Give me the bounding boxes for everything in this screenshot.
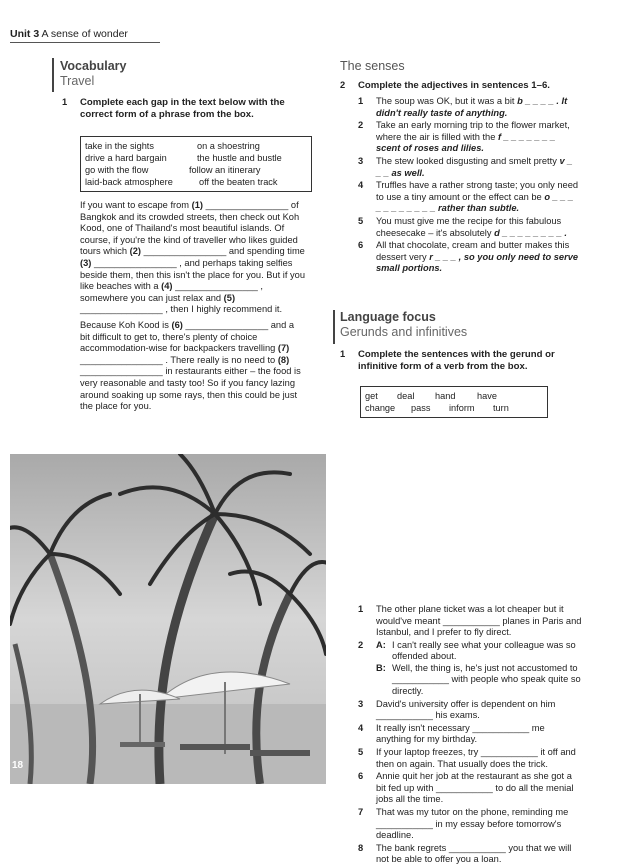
vocabulary-subtitle: Travel [60,74,95,88]
senses-item [358,240,580,275]
vocabulary-instruction [62,97,310,121]
phrase: take in the sights [85,141,154,151]
speaker-label: A: [376,639,386,650]
phrase: off the beaten track [199,177,278,187]
phrase: the hustle and bustle [197,153,282,163]
sentence: Annie quit her job at the restaurant as she got a bit fed up with ___________ to do all the menial jobs all the time. [376,771,574,805]
language-bar [333,310,335,344]
letter-blanks: _ _ _ _ _ _ _ _ _ _ _ rather than subtle. [376,191,574,214]
letter-blanks: _ _ _ _ _ _ _ _ . [499,227,567,238]
text-run: and a bit difficult to get to, there's plenty of choice accommodation-wise for backpackers travelling [80,319,295,354]
item-number: 1 [358,603,364,614]
gap-number: (3) [80,257,92,268]
instruction-text: Complete each gap in the text below with the correct form of a phrase from the box. [80,97,285,120]
first-letter: o [544,191,550,202]
item-number: 2 [358,120,364,131]
item-number: 2 [358,639,364,650]
gap-number: (8) [277,354,290,365]
text-run: of Bangkok and its crowded streets, then check out Koh Kood, one of Thailand's most beautiful islands. Of course, if you're the kind of traveller who likes guided tours which [80,200,300,257]
senses-item [358,216,580,239]
gap-blank: ________________ [172,281,258,292]
gap-number: (1) [191,200,203,210]
gap-blank: ________________ [91,257,177,268]
senses-list [358,96,580,275]
item-number: 6 [358,771,364,782]
phrase-row [85,140,307,152]
text-run: in restaurants either – the food is very reasonable and tasty too! So if you fancy lazing around soaking up some rays, then this could be just the place for you. [80,366,301,412]
gap-blank: ________________ [203,200,289,210]
language-item [358,771,582,806]
first-letter: f [497,131,502,142]
dialogue-text: I can't really see what your colleague was so offended about. [392,639,576,662]
verb: change [365,403,396,413]
verb-row [365,390,543,402]
verb: hand [435,391,456,401]
verb: deal [397,391,415,401]
text-run: , and perhaps taking selfies beside them, then this isn't the place for you. But if you like beaches with a [80,257,306,292]
text-run: All that chocolate, cream and butter makes this dessert very [376,240,570,262]
item-number: 4 [358,722,364,733]
phrase-row [85,152,307,164]
item-number: 6 [358,240,364,251]
sentence: It really isn't necessary ___________ me anything for my birthday. [376,722,545,745]
page-number: 18 [12,760,24,771]
verb: inform [449,403,475,413]
text-run: If you want to escape from [80,200,192,210]
language-subtitle: Gerunds and infinitives [340,325,468,339]
senses-title: The senses [340,59,405,73]
language-title: Language focus [340,310,436,324]
travel-text [80,200,306,417]
unit-header [10,29,160,43]
phrase-row [85,164,307,176]
phrase-box [80,136,312,192]
unit-title: A sense of wonder [41,28,128,40]
phrase: go with the flow [85,165,149,175]
gap-number: (7) [277,343,290,354]
gap-number: (4) [161,281,173,292]
travel-paragraph-2 [80,320,306,413]
text-run: and spending time [226,246,305,257]
language-item [358,723,582,746]
exercise-number: 1 [340,349,346,359]
sentence: The bank regrets ___________ you that we will not be able to offer you a loan. [376,842,572,865]
verb: turn [493,403,509,413]
senses-heading [340,59,405,74]
language-list [358,604,582,866]
vocabulary-bar [52,58,54,92]
unit-label: Unit 3 [10,28,40,40]
text-run: The stew looked disgusting and smelt pretty [376,155,560,166]
text-run: You must give me the recipe for this fabulous cheesecake – it's absolutely [376,215,562,238]
first-letter: b [517,96,523,106]
travel-paragraph-1 [80,200,306,316]
text-run: , then I highly recommend it. [162,304,283,315]
item-number: 5 [358,215,364,226]
sentence: If your laptop freezes, try ___________ it off and then on again. That usually does the trick. [376,747,576,769]
verb-box [360,386,548,418]
letter-blanks: _ _ _ as well. [376,155,573,178]
verb: pass [411,403,431,413]
speaker-label: B: [376,662,386,673]
language-item [358,843,582,866]
letter-blanks: _ _ _ , so you only need to serve small portions. [376,251,579,274]
dialogue-line [376,640,582,663]
language-item [358,747,582,770]
item-number: 7 [358,807,364,817]
item-number: 4 [358,180,364,191]
language-heading [340,310,467,340]
dialogue-line [376,663,582,698]
vocabulary-heading [60,59,126,89]
verb-row [365,402,543,414]
senses-item [358,156,580,179]
gap-blank: ________________ [80,354,163,365]
first-letter: d [494,227,500,238]
phrase: laid-back atmosphere [85,177,173,187]
text-run: , somewhere you can just relax and [80,281,263,303]
gap-number: (2) [129,246,141,257]
instruction-text: Complete the sentences with the gerund or infinitive form of a verb from the box. [358,349,555,372]
text-run: Take an early morning trip to the flower market, where the air is filled with the [376,120,570,142]
instruction-text: Complete the adjectives in sentences 1–6. [358,80,550,91]
dialogue-text: Well, the thing is, he's just not accustomed to ___________ with people who speak quite so directly. [392,662,581,697]
item-number: 3 [358,155,364,166]
sentence: David's university offer is dependent on him ___________ his exams. [376,698,556,721]
verb: have [477,391,497,401]
phrase: on a shoestring [197,141,260,151]
letter-blanks: _ _ _ _ _ _ _ scent of roses and lilies. [376,131,556,154]
item-number: 8 [358,842,364,853]
language-item [358,604,582,639]
text-run: . There really is no need to [162,354,278,365]
verb: get [365,391,378,401]
gap-number: (6) [171,319,183,330]
gap-blank: ________________ [182,319,269,330]
exercise-number: 2 [340,80,346,90]
senses-instruction [340,80,585,92]
phrase: follow an itinerary [189,165,261,175]
senses-item [358,120,580,155]
language-item [358,640,582,698]
phrase-row [85,176,307,188]
text-run: The soup was OK, but it was a bit [376,96,518,106]
senses-item [358,96,580,119]
gap-blank: ________________ [80,304,163,315]
beach-photo [10,454,326,784]
senses-item [358,180,580,215]
item-number: 5 [358,747,364,758]
letter-blanks: _ _ _ _ . It didn't really taste of anything. [376,96,568,118]
text-run: Because Koh Kood is [80,319,172,330]
first-letter: v [559,155,565,166]
vocabulary-title: Vocabulary [60,59,127,73]
gap-blank: ________________ [140,246,227,257]
exercise-number: 1 [62,97,68,107]
language-item [358,699,582,722]
item-number: 1 [358,96,364,106]
gap-number: (5) [223,292,236,303]
sentence: That was my tutor on the phone, reminding me ___________ in my essay before tomorrow's deadline. [376,807,569,841]
sentence: The other plane ticket was a lot cheaper but it would've meant ___________ planes in Paris and Istanbul, and I prefer to fly direct. [376,603,582,638]
gap-blank: ________________ [80,366,163,377]
palm-beach-illustration [10,454,326,784]
item-number: 3 [358,698,364,709]
first-letter: r [429,251,433,262]
language-item [358,807,582,842]
language-instruction [340,349,585,373]
phrase: drive a hard bargain [85,153,167,163]
text-run: Truffles have a rather strong taste; you only need to use a tiny amount or the effect can be [376,180,579,202]
